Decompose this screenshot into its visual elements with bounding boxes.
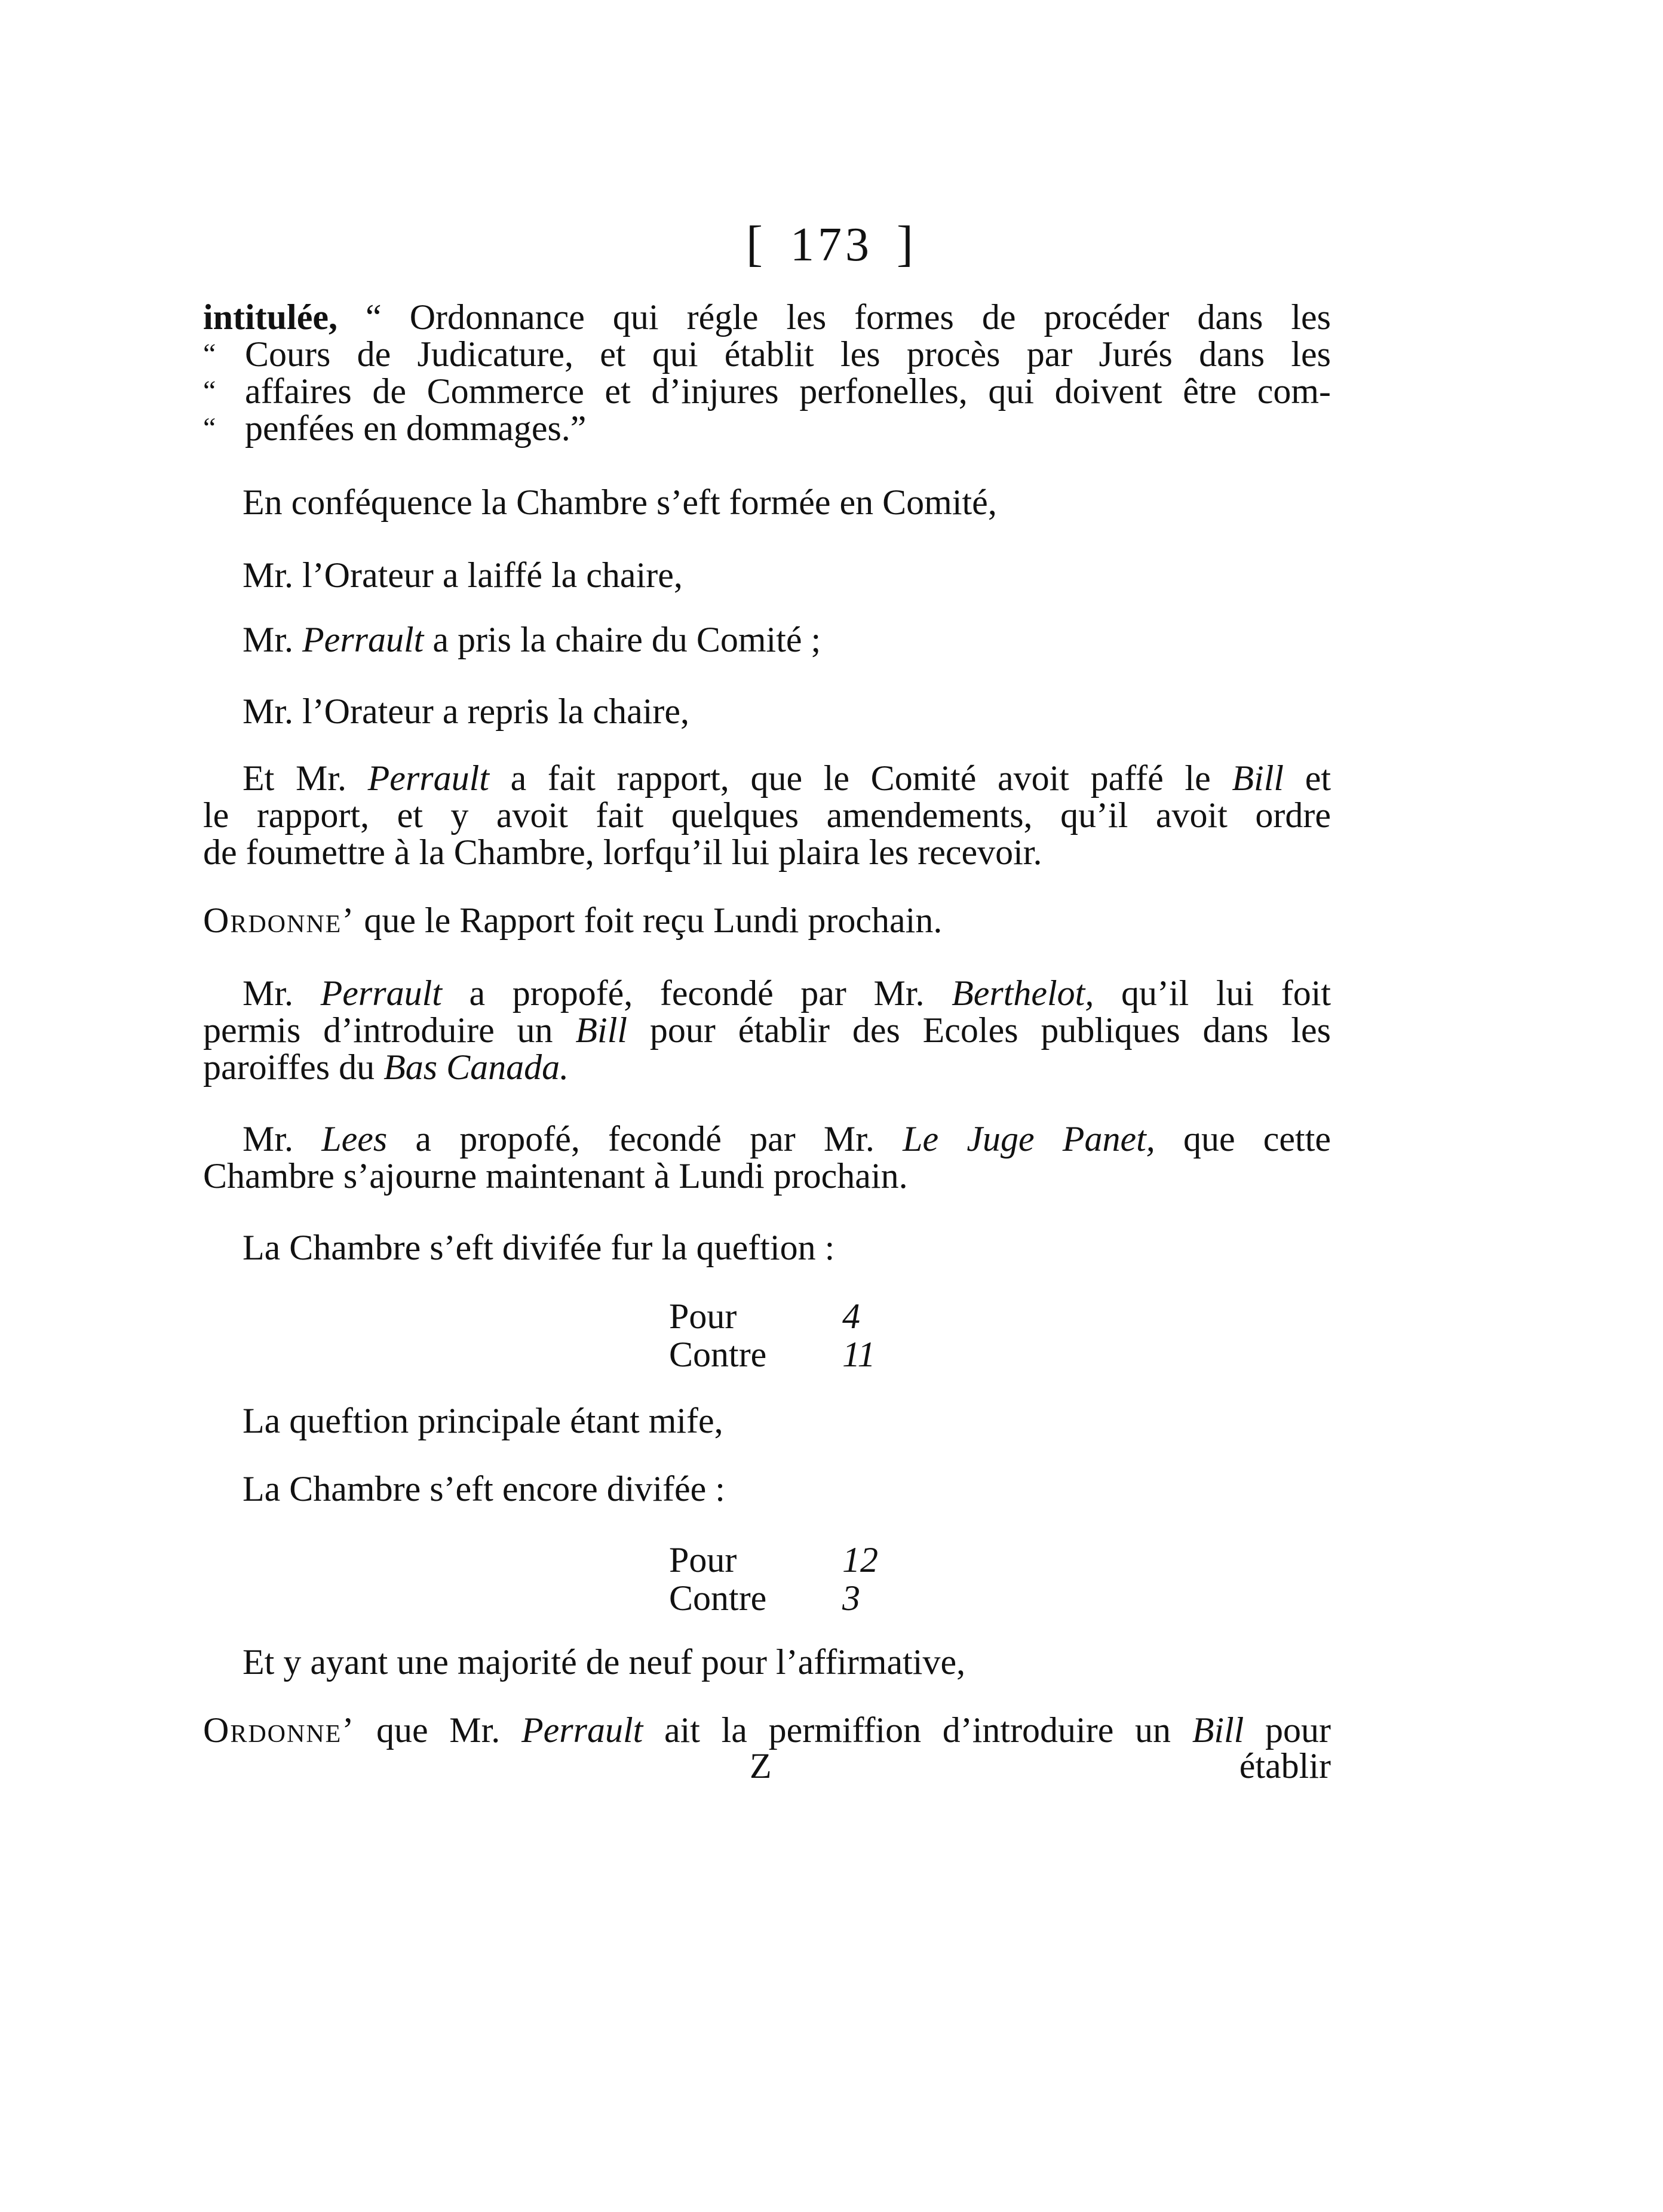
quote-mark: “ [203, 338, 216, 370]
report-line-2: le rapport, et y avoit fait quelques amendements, qu’il avoit ordre [203, 795, 1331, 835]
report-end: et [1305, 758, 1331, 798]
vote-count: 3 [842, 1578, 860, 1618]
ordered-leave-line [203, 1712, 1331, 1749]
motion-end: qu’il lui foit [1121, 973, 1331, 1013]
vote-table-2 [669, 1541, 896, 1617]
vote-row [669, 1297, 896, 1335]
ordered-monday-text: que le Rapport foit reçu Lundi prochain. [364, 901, 943, 940]
vote-count: 12 [842, 1540, 878, 1580]
vote-row [669, 1579, 896, 1617]
report-pre: Et Mr. [243, 758, 346, 798]
vote-label: Pour [669, 1297, 737, 1336]
paragraph-committee [203, 484, 1370, 521]
perrault-chair-line [243, 621, 1370, 658]
paragraph-motion-schools [203, 975, 1331, 1086]
perrault-chair-post: a pris la chaire du Comité ; [432, 620, 821, 659]
vote-label: Contre [669, 1335, 767, 1374]
paragraph-speaker-left [203, 557, 1370, 594]
opening-line-4-text: penfées en dommages.” [245, 408, 587, 448]
report-line-1 [203, 760, 1331, 797]
vote-row [669, 1541, 896, 1579]
motion-pre: Mr. [243, 973, 294, 1013]
member-name: Perrault [302, 620, 424, 659]
report-mid: a fait rapport, que le Comité avoit paffé le [510, 758, 1211, 798]
paragraph-ordered-monday [203, 902, 1331, 939]
motion-mid: a propofé, fecondé par Mr. [469, 973, 925, 1013]
speaker-resumed-text: Mr. l’Orateur a repris la chaire, [243, 692, 689, 731]
paragraph-report [203, 760, 1331, 871]
motion-schools-line-3 [203, 1049, 1331, 1086]
adjourn-pre: Mr. [243, 1119, 294, 1159]
opening-line-1 [203, 299, 1331, 336]
opening-line-3-text: affaires de Commerce et d’injures perfonelles, qui doivent être com- [245, 371, 1331, 411]
adjourn-mid: a propofé, fecondé par Mr. [415, 1119, 875, 1159]
adjourn-end: que cette [1183, 1119, 1331, 1159]
opening-line-4 [203, 410, 1331, 447]
opening-line-2-text: Cours de Judicature, et qui établit les procès par Jurés dans les [245, 334, 1331, 374]
member-name: Perrault [320, 973, 442, 1013]
member-name: Lees [321, 1119, 388, 1159]
vote-row [669, 1335, 896, 1374]
ordered-monday-line [203, 902, 1331, 939]
quote-mark: “ [203, 375, 216, 407]
quote-mark: “ [366, 297, 382, 337]
quote-mark: “ [203, 412, 216, 444]
catchword: établir [1239, 1746, 1331, 1786]
bill-word: Bill [1232, 758, 1284, 798]
division-2-text: La Chambre s’eft encore divifée : [243, 1469, 725, 1509]
opening-line-2 [203, 336, 1331, 373]
vote-count: 4 [842, 1297, 860, 1336]
page-header [0, 215, 1663, 273]
page-number: 173 [790, 219, 873, 271]
opening-word: intitulée, [203, 297, 337, 337]
perrault-chair-pre: Mr. [243, 620, 294, 659]
bill-word: Bill [1192, 1710, 1244, 1750]
vote-count: 11 [842, 1335, 876, 1374]
member-name: Perrault [367, 758, 489, 798]
motion-adjourn-line-2: Chambre s’ajourne maintenant à Lundi prochain. [203, 1156, 908, 1196]
motion-schools-line-1 [203, 975, 1331, 1012]
paragraph-speaker-resumed [203, 693, 1370, 730]
vote-table-1 [669, 1297, 896, 1374]
ordered-leave-end: pour [1265, 1710, 1331, 1750]
page-footer [203, 1747, 1331, 1789]
motion-adjourn-line-1 [203, 1120, 1331, 1157]
left-bracket: [ [746, 216, 766, 272]
division-1-text: La Chambre s’eft divifée fur la queftion : [243, 1228, 835, 1267]
motion-l3-pre: paroiffes du [203, 1047, 375, 1087]
ordonne-label: Ordonne’ [203, 1710, 355, 1750]
paragraph-division-1 [203, 1229, 1370, 1266]
opening-paragraph [203, 299, 1331, 447]
motion-l2-end: pour établir des Ecoles publiques dans les [649, 1010, 1331, 1050]
paragraph-motion-adjourn [203, 1120, 1331, 1194]
member-name: Perrault [521, 1710, 643, 1750]
motion-l2-pre: permis d’introduire un [203, 1010, 553, 1050]
ordonne-label: Ordonne’ [203, 901, 355, 940]
speaker-left-text: Mr. l’Orateur a laiffé la chaire, [243, 555, 683, 595]
paragraph-main-question [203, 1402, 1370, 1439]
signature-mark: Z [750, 1746, 772, 1786]
paragraph-ordered-leave [203, 1712, 1331, 1749]
committee-text: En conféquence la Chambre s’eft formée en Comité, [243, 483, 997, 522]
member-name: Berthelot, [952, 973, 1094, 1013]
main-question-text: La queftion principale étant mife, [243, 1401, 723, 1440]
vote-label: Contre [669, 1578, 767, 1618]
opening-line-3 [203, 373, 1331, 410]
paragraph-majority [203, 1643, 1370, 1680]
report-line-3: de foumettre à la Chambre, lorfqu’il lui plaira les recevoir. [203, 832, 1042, 872]
opening-line-1-text: Ordonnance qui régle les formes de procéder dans les [409, 297, 1331, 337]
vote-label: Pour [669, 1540, 737, 1580]
member-name: Le Juge Panet, [903, 1119, 1155, 1159]
paragraph-perrault-chair [203, 621, 1370, 658]
right-bracket: ] [897, 216, 917, 272]
ordered-leave-mid: ait la permiffion d’introduire un [664, 1710, 1171, 1750]
place-name: Bas Canada. [383, 1047, 569, 1087]
majority-text: Et y ayant une majorité de neuf pour l’affirmative, [243, 1642, 966, 1682]
bill-word: Bill [575, 1010, 628, 1050]
ordered-leave-pre: que Mr. [376, 1710, 501, 1750]
paragraph-division-2 [203, 1470, 1370, 1507]
motion-schools-line-2 [203, 1012, 1331, 1049]
